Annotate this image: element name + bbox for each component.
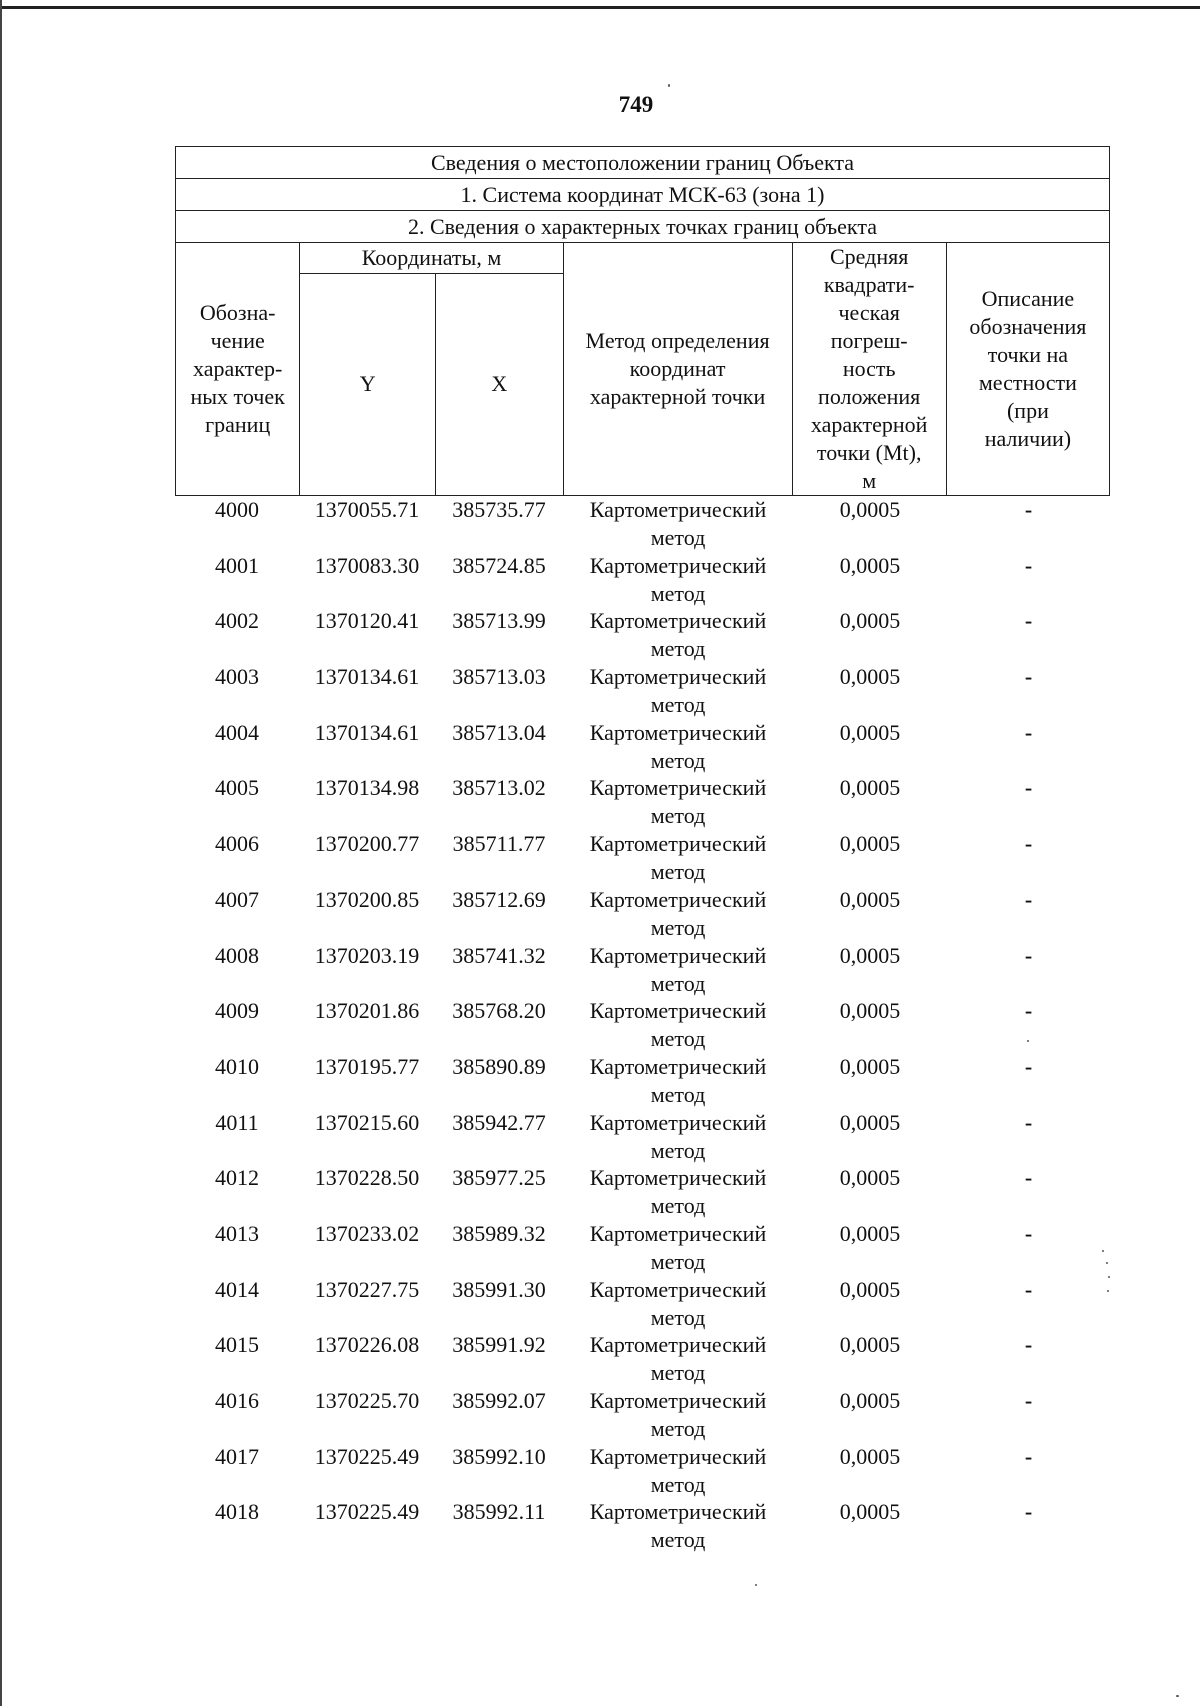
point-id: 4004 bbox=[215, 719, 259, 745]
table-row bbox=[175, 607, 1110, 663]
coordinate-x: 385989.32 bbox=[452, 1220, 546, 1246]
table-row bbox=[175, 1331, 1110, 1387]
error-value: 0,0005 bbox=[839, 775, 901, 801]
error-value: 0,0005 bbox=[839, 1332, 901, 1358]
column-header-point: Обозна- чение характер- ных точек границ bbox=[176, 243, 300, 496]
column-header-x: X bbox=[435, 273, 563, 495]
point-id: 4017 bbox=[215, 1443, 259, 1469]
method-cell: Картометрический метод bbox=[589, 497, 767, 550]
point-id: 4005 bbox=[215, 775, 259, 801]
error-value: 0,0005 bbox=[839, 1499, 901, 1525]
coordinate-x: 385713.04 bbox=[452, 719, 546, 745]
coordinate-y: 1370228.50 bbox=[314, 1165, 420, 1191]
coordinate-y: 1370195.77 bbox=[314, 1053, 420, 1079]
method-cell: Картометрический метод bbox=[589, 1165, 767, 1219]
error-value: 0,0005 bbox=[839, 1165, 901, 1191]
scan-left-edge bbox=[0, 0, 2, 1706]
coordinate-y: 1370200.77 bbox=[314, 831, 420, 857]
table-row bbox=[175, 830, 1110, 886]
coordinate-x: 385711.77 bbox=[452, 831, 546, 857]
scan-speck bbox=[1108, 1276, 1110, 1278]
coordinate-x: 385991.30 bbox=[452, 1276, 546, 1302]
point-id: 4009 bbox=[215, 998, 259, 1024]
description-value: - bbox=[1024, 608, 1033, 634]
page-number: 749 bbox=[618, 92, 654, 117]
column-header-y: Y bbox=[300, 273, 436, 495]
error-value: 0,0005 bbox=[839, 664, 901, 690]
column-header-method: Метод определения координат характерной точки bbox=[563, 243, 792, 496]
point-id: 4018 bbox=[215, 1499, 259, 1525]
coordinate-x: 385768.20 bbox=[452, 998, 546, 1024]
column-header-coordinates: Координаты, м bbox=[300, 243, 563, 274]
table-row bbox=[175, 774, 1110, 830]
description-value: - bbox=[1024, 1332, 1033, 1358]
point-id: 4007 bbox=[215, 886, 259, 912]
coordinate-y: 1370083.30 bbox=[314, 552, 420, 578]
table-row bbox=[175, 1387, 1110, 1443]
error-value: 0,0005 bbox=[839, 1443, 901, 1469]
coordinate-x: 385713.02 bbox=[452, 775, 546, 801]
point-id: 4015 bbox=[215, 1332, 259, 1358]
method-cell: Картометрический метод bbox=[589, 831, 767, 885]
coordinate-x: 385724.85 bbox=[452, 552, 546, 578]
coordinate-x: 385991.92 bbox=[452, 1332, 546, 1358]
table-row bbox=[175, 496, 1110, 552]
section-title-row: 2. Сведения о характерных точках границ объекта bbox=[176, 211, 1110, 243]
error-value: 0,0005 bbox=[839, 1220, 901, 1246]
coordinate-x: 385942.77 bbox=[452, 1109, 546, 1135]
point-id: 4001 bbox=[215, 552, 259, 578]
coordinate-y: 1370226.08 bbox=[314, 1332, 420, 1358]
point-id: 4000 bbox=[215, 497, 259, 522]
method-cell: Картометрический метод bbox=[589, 608, 767, 662]
error-value: 0,0005 bbox=[839, 497, 901, 522]
description-value: - bbox=[1024, 497, 1033, 522]
boundary-points-list bbox=[175, 496, 1110, 1554]
error-value: 0,0005 bbox=[839, 1053, 901, 1079]
coordinate-y: 1370201.86 bbox=[314, 998, 420, 1024]
scan-speck bbox=[1107, 1290, 1109, 1292]
description-value: - bbox=[1024, 942, 1033, 968]
coordinate-y: 1370134.98 bbox=[314, 775, 420, 801]
table-row bbox=[175, 1498, 1110, 1554]
point-id: 4002 bbox=[215, 608, 259, 634]
scan-speck bbox=[755, 1584, 757, 1586]
coordinate-y: 1370215.60 bbox=[314, 1109, 420, 1135]
coordinate-x: 385713.99 bbox=[452, 608, 546, 634]
description-value: - bbox=[1024, 831, 1033, 857]
method-cell: Картометрический метод bbox=[589, 1053, 767, 1107]
table-row bbox=[175, 663, 1110, 719]
error-value: 0,0005 bbox=[839, 831, 901, 857]
boundary-header-table bbox=[175, 146, 1110, 496]
description-value: - bbox=[1024, 719, 1033, 745]
error-value: 0,0005 bbox=[839, 942, 901, 968]
table-row bbox=[175, 1276, 1110, 1332]
description-value: - bbox=[1024, 998, 1033, 1024]
point-id: 4016 bbox=[215, 1388, 259, 1413]
coordinate-y: 1370225.49 bbox=[314, 1499, 420, 1525]
coordinate-x: 385741.32 bbox=[452, 942, 546, 968]
description-value: - bbox=[1024, 1499, 1033, 1525]
method-cell: Картометрический метод bbox=[589, 1332, 767, 1386]
method-cell: Картометрический метод bbox=[589, 1276, 767, 1330]
coordinate-y: 1370225.49 bbox=[314, 1443, 420, 1469]
method-cell: Картометрический метод bbox=[589, 942, 767, 996]
method-cell: Картометрический метод bbox=[589, 1443, 767, 1497]
coordinate-x: 385977.25 bbox=[452, 1165, 546, 1191]
coordinate-y: 1370203.19 bbox=[314, 942, 420, 968]
coordinate-y: 1370200.85 bbox=[314, 886, 420, 912]
method-cell: Картометрический метод bbox=[589, 719, 767, 773]
coordinate-x: 385992.10 bbox=[452, 1443, 546, 1469]
coordinate-x: 385890.89 bbox=[452, 1053, 546, 1079]
scan-speck bbox=[1027, 1040, 1029, 1042]
description-value: - bbox=[1024, 664, 1033, 690]
error-value: 0,0005 bbox=[839, 998, 901, 1024]
method-cell: Картометрический метод bbox=[589, 886, 767, 940]
point-id: 4006 bbox=[215, 831, 259, 857]
table-row bbox=[175, 997, 1110, 1053]
coordinate-y: 1370134.61 bbox=[314, 719, 420, 745]
description-value: - bbox=[1024, 552, 1033, 578]
error-value: 0,0005 bbox=[839, 886, 901, 912]
point-id: 4013 bbox=[215, 1220, 259, 1246]
coordinate-y: 1370225.70 bbox=[314, 1388, 420, 1413]
table-row bbox=[175, 1220, 1110, 1276]
description-value: - bbox=[1024, 1109, 1033, 1135]
coordinate-y: 1370227.75 bbox=[314, 1276, 420, 1302]
error-value: 0,0005 bbox=[839, 608, 901, 634]
error-value: 0,0005 bbox=[839, 1276, 901, 1302]
coordinate-x: 385992.07 bbox=[452, 1388, 546, 1413]
table-row bbox=[175, 886, 1110, 942]
coordinate-x: 385712.69 bbox=[452, 886, 546, 912]
table-row bbox=[175, 942, 1110, 998]
description-value: - bbox=[1024, 1220, 1033, 1246]
point-id: 4012 bbox=[215, 1165, 259, 1191]
coordinate-x: 385713.03 bbox=[452, 664, 546, 690]
table-title: Сведения о местоположении границ Объекта bbox=[176, 147, 1110, 179]
point-id: 4008 bbox=[215, 942, 259, 968]
description-value: - bbox=[1024, 886, 1033, 912]
table-row bbox=[175, 1053, 1110, 1109]
description-value: - bbox=[1024, 775, 1033, 801]
error-value: 0,0005 bbox=[839, 1388, 901, 1413]
error-value: 0,0005 bbox=[839, 1109, 901, 1135]
coordinate-y: 1370055.71 bbox=[314, 497, 420, 522]
coordinate-x: 385992.11 bbox=[452, 1499, 546, 1525]
description-value: - bbox=[1024, 1388, 1033, 1413]
point-id: 4014 bbox=[215, 1276, 259, 1302]
description-value: - bbox=[1024, 1276, 1033, 1302]
coordinate-y: 1370233.02 bbox=[314, 1220, 420, 1246]
column-header-description: Описание обозначения точки на местности (при наличии) bbox=[946, 243, 1109, 496]
method-cell: Картометрический метод bbox=[589, 775, 767, 829]
table-row bbox=[175, 1443, 1110, 1499]
scan-speck bbox=[1106, 1262, 1108, 1264]
point-id: 4010 bbox=[215, 1053, 259, 1079]
scan-speck bbox=[1102, 1250, 1104, 1252]
method-cell: Картометрический метод bbox=[589, 1220, 767, 1274]
scan-speck bbox=[1176, 1695, 1179, 1697]
table-row bbox=[175, 719, 1110, 775]
scan-speck bbox=[668, 84, 670, 87]
error-value: 0,0005 bbox=[839, 719, 901, 745]
scan-top-border bbox=[0, 0, 1200, 9]
coordinate-y: 1370120.41 bbox=[314, 608, 420, 634]
table-row bbox=[175, 552, 1110, 608]
method-cell: Картометрический метод bbox=[589, 998, 767, 1052]
method-cell: Картометрический метод bbox=[589, 552, 767, 606]
coord-system-row: 1. Система координат МСК-63 (зона 1) bbox=[176, 179, 1110, 211]
description-value: - bbox=[1024, 1165, 1033, 1191]
point-id: 4011 bbox=[215, 1109, 259, 1135]
coordinate-x: 385735.77 bbox=[452, 497, 546, 522]
description-value: - bbox=[1024, 1443, 1033, 1469]
point-id: 4003 bbox=[215, 664, 259, 690]
table-row bbox=[175, 1164, 1110, 1220]
column-header-error: Средняя квадрати- ческая погреш- ность положения характерной точки (Mt), м bbox=[792, 243, 946, 496]
method-cell: Картометрический метод bbox=[589, 1388, 767, 1441]
table-row bbox=[175, 1109, 1110, 1165]
coordinate-y: 1370134.61 bbox=[314, 664, 420, 690]
method-cell: Картометрический метод bbox=[589, 664, 767, 718]
method-cell: Картометрический метод bbox=[589, 1499, 767, 1553]
description-value: - bbox=[1024, 1053, 1033, 1079]
method-cell: Картометрический метод bbox=[589, 1109, 767, 1163]
error-value: 0,0005 bbox=[839, 552, 901, 578]
